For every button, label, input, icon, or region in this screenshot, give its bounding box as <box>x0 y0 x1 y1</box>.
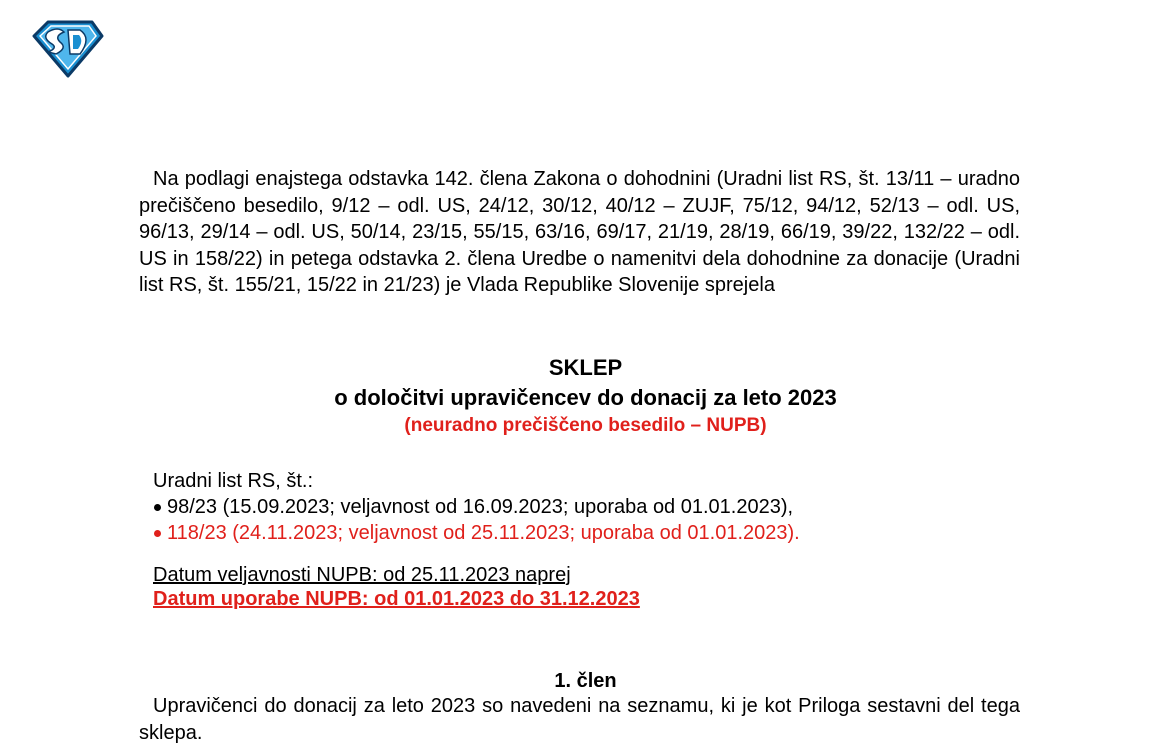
decision-title-block <box>139 353 1032 439</box>
gazette-item <box>153 494 800 520</box>
validity-dates <box>153 563 640 611</box>
decision-title: SKLEP <box>548 355 623 380</box>
intro-paragraph: Na podlagi enajstega odstavka 142. člena Zakona o dohodnini (Uradni list RS, št. 13/11 – uradno prečiščeno besedilo, 9/12 – odl. US, 24/12, 30/12, 40/12 – ZUJF, 75/12, 94/12, 52/13 – odl. US, 96/13, 29/14 – odl. US, 50/14, 23/15, 55/15, 63/16, 69/17, 21/19, 28/19, 66/19, 39/22, 132/22 – odl. US in 158/22) in petega odstavka 2. člena Uredbe o namenitvi dela dohodnine za donacije (Uradni list RS, št. 155/21, 15/22 in 21/23) je Vlada Republike Slovenije sprejela <box>139 168 1020 296</box>
article-title: 1. člen <box>554 670 617 692</box>
sd-logo-icon <box>30 18 104 78</box>
validity-date-line: Datum veljavnosti NUPB: od 25.11.2023 naprej <box>153 564 571 586</box>
usage-date-line: Datum uporabe NUPB: od 01.01.2023 do 31.12.2023 <box>153 588 640 610</box>
gazette-item-text: 98/23 (15.09.2023; veljavnost od 16.09.2023; uporaba od 01.01.2023), <box>167 496 794 518</box>
bullet-icon <box>154 504 161 511</box>
bullet-icon <box>154 530 161 537</box>
decision-subtitle: o določitvi upravičencev do donacij za leto 2023 <box>334 385 837 410</box>
unofficial-consolidated-note: (neuradno prečiščeno besedilo – NUPB) <box>404 415 767 436</box>
official-gazette-list <box>153 468 800 546</box>
gazette-item <box>153 520 800 546</box>
gazette-item-text: 118/23 (24.11.2023; veljavnost od 25.11.2023; uporaba od 01.01.2023). <box>167 522 800 544</box>
article-text: Upravičenci do donacij za leto 2023 so navedeni na seznamu, ki je kot Priloga sestavni del tega sklepa. <box>139 695 1020 744</box>
gazette-heading: Uradni list RS, št.: <box>153 470 314 492</box>
